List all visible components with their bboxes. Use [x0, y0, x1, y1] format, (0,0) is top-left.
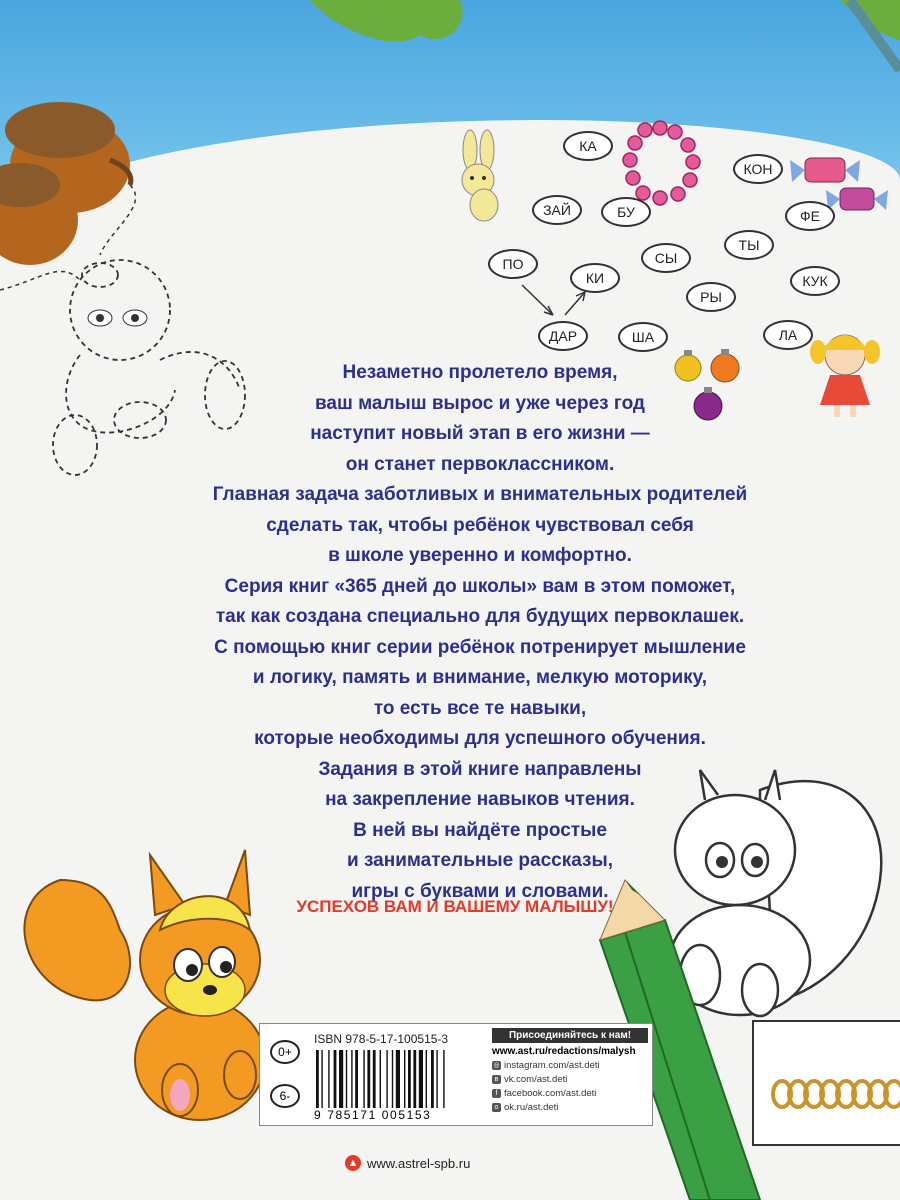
- description-line: и занимательные рассказы,: [347, 850, 613, 871]
- description-line: Главная задача заботливых и внимательных родителей: [212, 484, 748, 505]
- description-line: В ней вы найдёте простые: [353, 819, 607, 841]
- description-line: в школе уверенно и комфортно.: [328, 545, 632, 566]
- description-line: сделать так, чтобы ребёнок чувствовал себя: [266, 514, 694, 536]
- description-line: Незаметно пролетело время,: [342, 362, 618, 383]
- social-link-text: instagram.com/ast.deti: [504, 1060, 600, 1071]
- social-links: [492, 1028, 648, 1113]
- syllable-bubble: КУК: [790, 266, 840, 296]
- facebook-icon: f: [492, 1089, 501, 1098]
- syllable-bubble: ЗАЙ: [532, 195, 582, 225]
- syllable-bubble: КОН: [733, 154, 783, 184]
- social-link-text: facebook.com/ast.deti: [504, 1088, 597, 1099]
- syllable-arrows: [522, 285, 585, 315]
- publisher-website-text: www.astrel-spb.ru: [367, 1155, 471, 1171]
- publisher-website[interactable]: [345, 1155, 470, 1171]
- age-rating-badge: 0+: [270, 1040, 300, 1064]
- syllable-bubble: ТЫ: [724, 230, 774, 260]
- candy-icon: [826, 188, 888, 210]
- syllable-bubble: ПО: [488, 249, 538, 279]
- description-line: Задания в этой книге направлены: [318, 758, 642, 780]
- social-link-facebook[interactable]: [492, 1088, 648, 1099]
- barcode-number: 9 785171 005153: [314, 1108, 432, 1122]
- toy-bunny-icon: [462, 130, 498, 221]
- cover-description: [150, 358, 810, 907]
- isbn-text: ISBN 978-5-17-100515-3: [314, 1032, 449, 1046]
- bead-necklace-icon: [623, 121, 700, 205]
- description-line: ваш малыш вырос и уже через год: [314, 392, 645, 414]
- syllable-bubble: КИ: [570, 263, 620, 293]
- social-link-text: vk.com/ast.deti: [504, 1074, 568, 1085]
- social-link-text: ok.ru/ast.deti: [504, 1102, 559, 1113]
- oak-leaf-icon: [310, 0, 463, 42]
- trace-bunny-face: [88, 310, 147, 326]
- social-link-instagram[interactable]: [492, 1060, 648, 1071]
- social-link-vk[interactable]: [492, 1074, 648, 1085]
- syllable-bubble: ША: [618, 322, 668, 352]
- description-line: С помощью книг серии ребёнок потренирует мышление: [214, 636, 746, 658]
- slogan: УСПЕХОВ ВАМ И ВАШЕМУ МАЛЫШУ!: [296, 897, 614, 916]
- barcode-icon: [314, 1050, 484, 1108]
- instagram-icon: ◎: [493, 1062, 500, 1069]
- bead-chain-frame: [752, 1020, 900, 1146]
- website-link[interactable]: www.ast.ru/redactions/malysh: [492, 1046, 636, 1057]
- syllable-bubble: БУ: [601, 197, 651, 227]
- description-line: наступит новый этап в его жизни —: [310, 423, 650, 444]
- syllable-bubble: РЫ: [686, 282, 736, 312]
- doll-icon: [810, 335, 880, 417]
- candy-icon: [790, 158, 860, 182]
- syllable-bubble: КА: [563, 131, 613, 161]
- publication-info-box: [259, 1023, 653, 1126]
- syllable-bubble: СЫ: [641, 243, 691, 273]
- bead-chain-icon: [754, 1022, 900, 1144]
- astrel-logo-icon: ▲: [345, 1155, 361, 1171]
- syllable-bubble: ЛА: [763, 320, 813, 350]
- syllable-bubble: ФЕ: [785, 201, 835, 231]
- description-line: так как создана специально для будущих первоклашек.: [215, 606, 745, 627]
- description-line: то есть все те навыки,: [373, 697, 587, 719]
- join-us-label: Присоединяйтесь к нам!: [492, 1028, 648, 1043]
- vk-icon: в: [492, 1075, 501, 1084]
- description-line: которые необходимы для успешного обучения.: [254, 728, 706, 749]
- syllable-bubble: ДАР: [538, 321, 588, 351]
- social-link-ok[interactable]: [492, 1102, 648, 1113]
- age-warning-badge: 6-: [270, 1084, 300, 1108]
- description-line: и логику, память и внимание, мелкую моторику,: [252, 667, 708, 688]
- description-line: на закрепление навыков чтения.: [325, 789, 635, 810]
- description-line: Серия книг «365 дней до школы» вам в этом поможет,: [224, 575, 736, 597]
- description-line: игры с буквами и словами.: [351, 880, 609, 902]
- description-line: он станет первоклассником.: [345, 453, 615, 475]
- ok-icon: о: [492, 1103, 501, 1112]
